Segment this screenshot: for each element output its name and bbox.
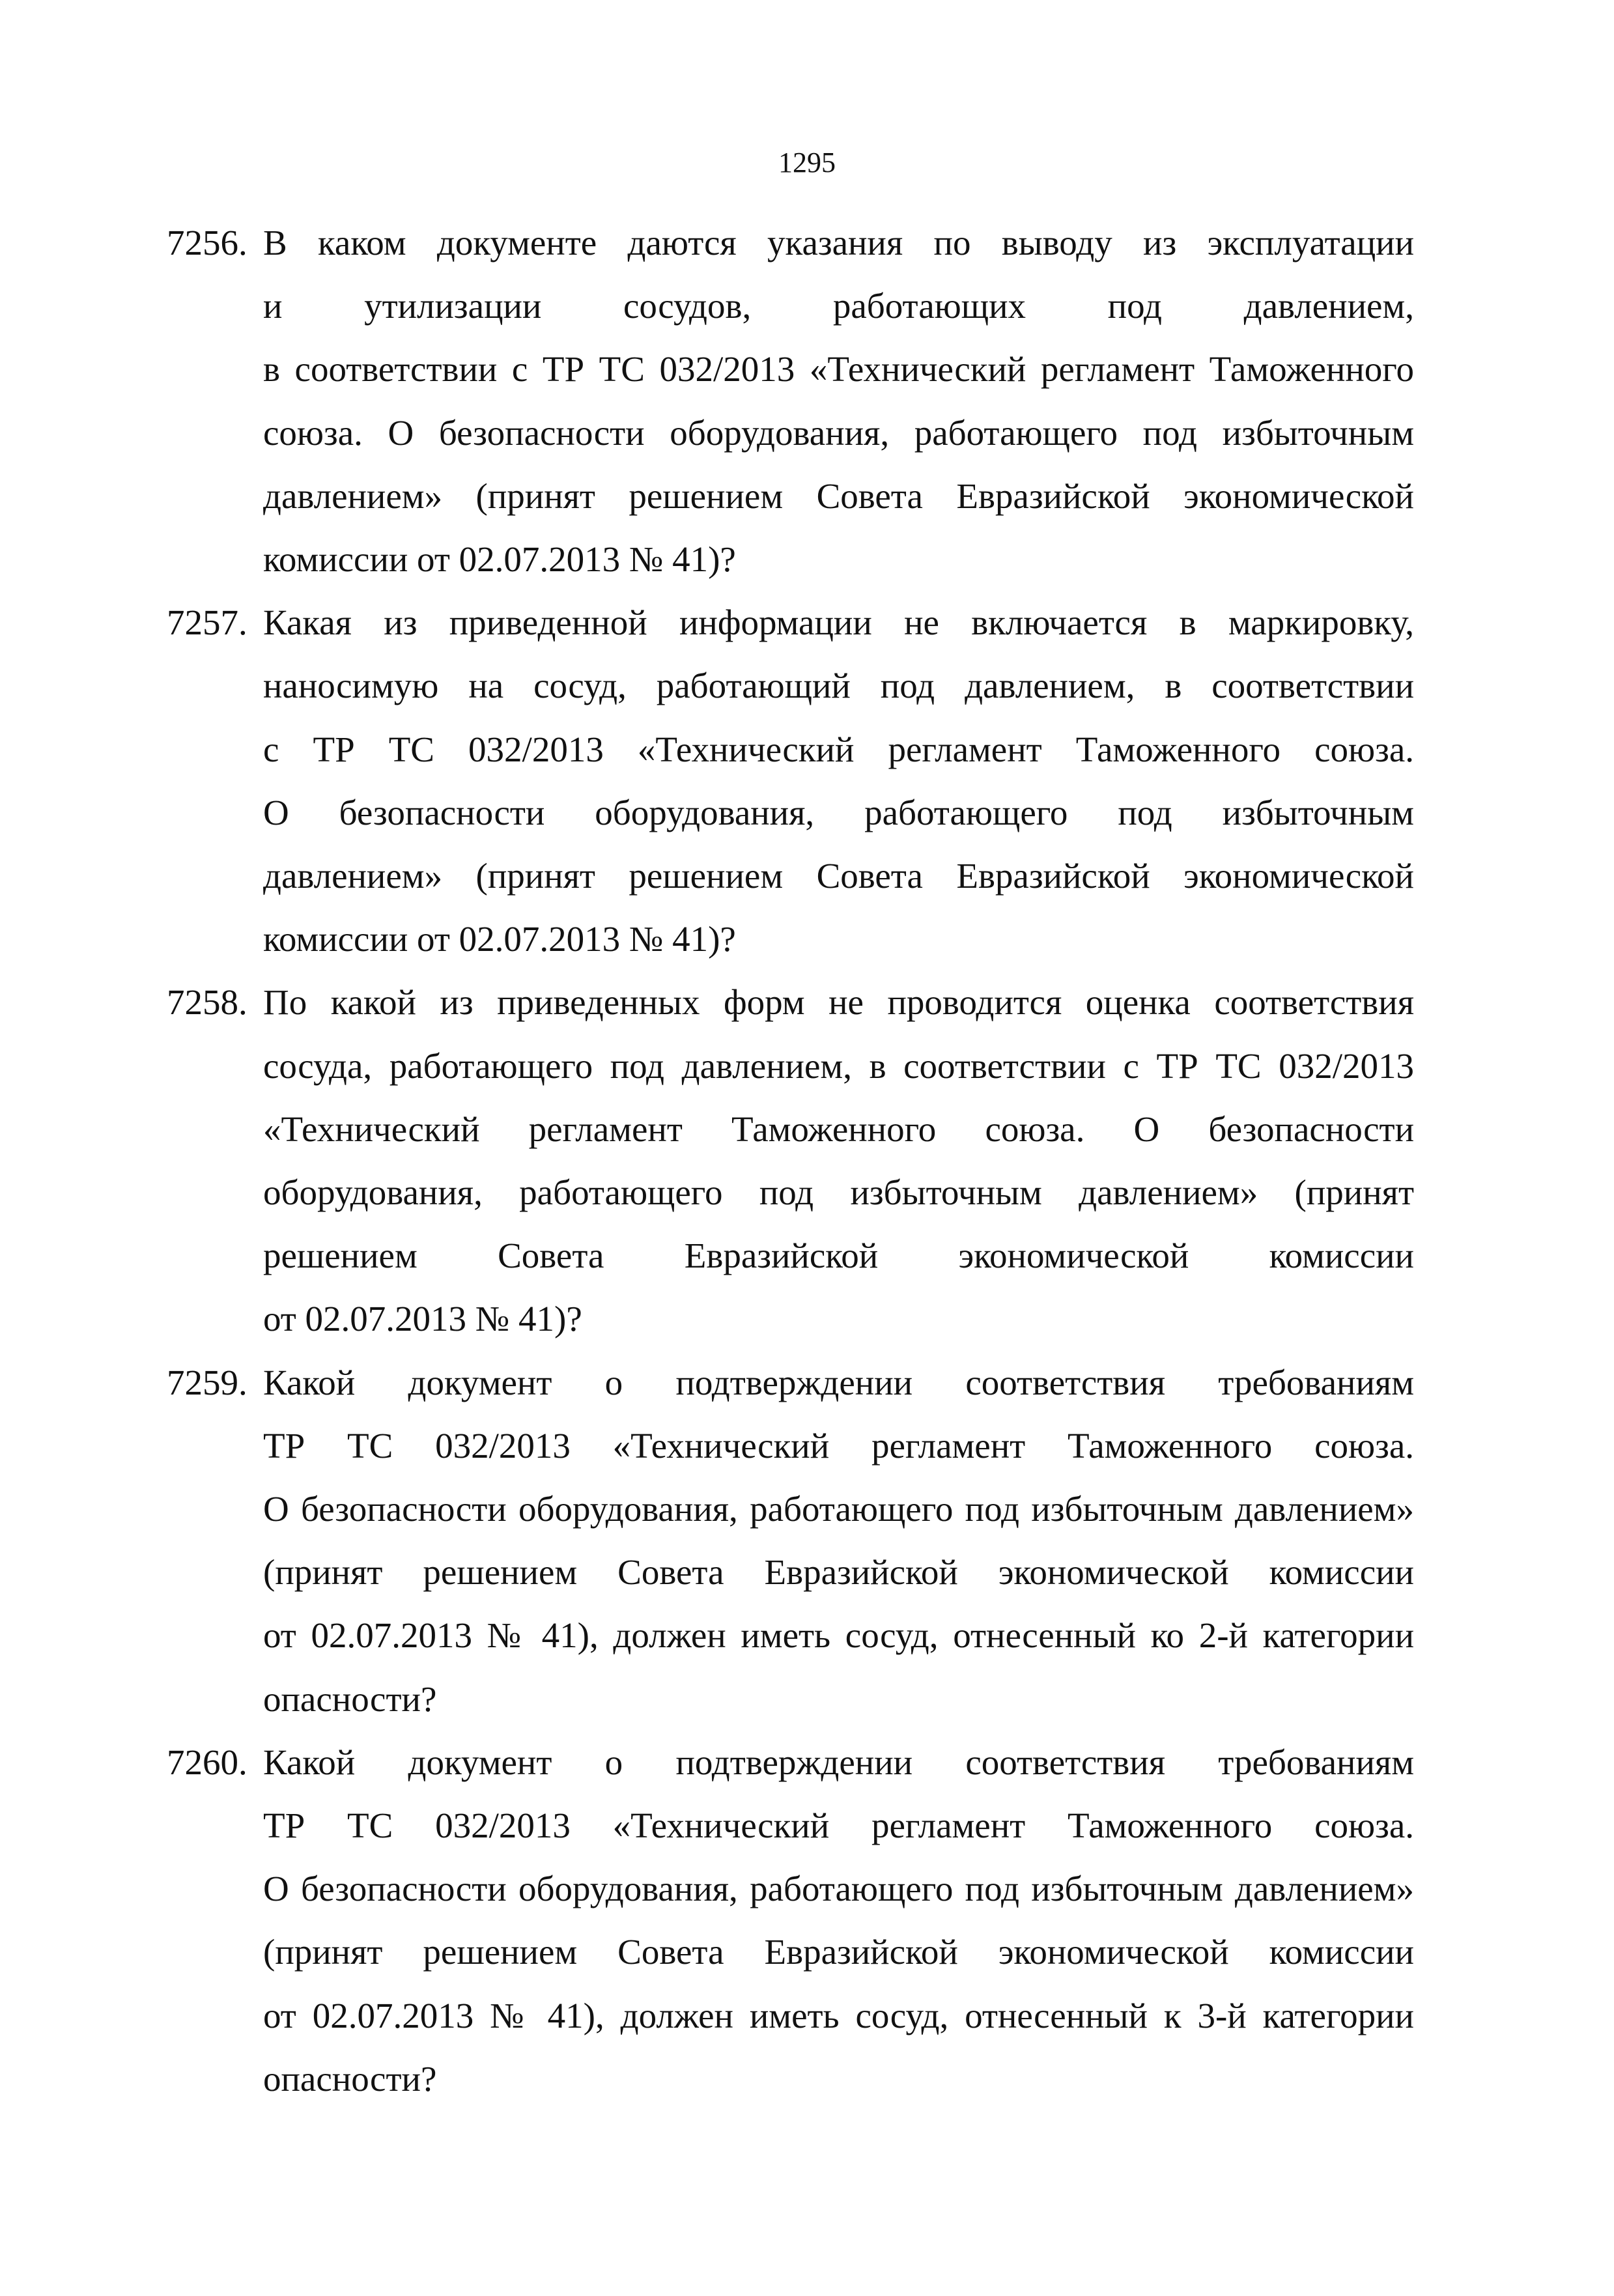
question-line: в соответствии с ТР ТС 032/2013 «Технический регламент Таможенного — [263, 349, 1414, 390]
question-number: 7256. — [167, 223, 248, 262]
question-7256 — [167, 211, 1414, 591]
question-text — [263, 1351, 1414, 1731]
question-line: и утилизации сосудов, работающих под давлением, — [263, 286, 1414, 326]
question-text — [263, 971, 1414, 1350]
question-line: Какой документ о подтверждении соответствия требованиям — [263, 1742, 1414, 1782]
question-line: комиссии от 02.07.2013 № 41)? — [263, 539, 736, 580]
question-line: давлением» (принят решением Совета Евразийской экономической — [263, 475, 1414, 516]
page-number: 1295 — [778, 147, 836, 178]
question-line: комиссии от 02.07.2013 № 41)? — [263, 919, 736, 959]
question-line: Какой документ о подтверждении соответствия требованиям — [263, 1362, 1414, 1402]
question-text — [263, 1731, 1414, 2110]
question-line: По какой из приведенных форм не проводится оценка соответствия — [263, 982, 1414, 1023]
question-line: О безопасности оборудования, работающего под избыточным давлением» — [263, 1489, 1414, 1529]
question-7258 — [167, 971, 1414, 1350]
question-7257 — [167, 591, 1414, 971]
question-number: 7258. — [167, 982, 248, 1023]
question-line: опасности? — [263, 1679, 437, 1719]
question-number: 7257. — [167, 602, 248, 643]
question-line: ТР ТС 032/2013 «Технический регламент Таможенного союза. — [263, 1425, 1414, 1466]
question-text — [263, 211, 1414, 591]
question-list — [167, 211, 1414, 2110]
question-line: (принят решением Совета Евразийской экономической комиссии — [263, 1552, 1414, 1593]
question-line: Какая из приведенной информации не включается в маркировку, — [263, 602, 1414, 643]
question-line: О безопасности оборудования, работающего под избыточным давлением» — [263, 1869, 1414, 1909]
question-line: от 02.07.2013 № 41), должен иметь сосуд, отнесенный ко 2-й категории — [263, 1615, 1414, 1656]
question-line: давлением» (принят решением Совета Евразийской экономической — [263, 856, 1414, 896]
question-text — [263, 591, 1414, 971]
question-line: В каком документе даются указания по выводу из эксплуатации — [263, 223, 1414, 262]
question-line: от 02.07.2013 № 41), должен иметь сосуд, отнесенный к 3-й категории — [263, 1995, 1414, 2035]
question-line: опасности? — [263, 2058, 437, 2099]
question-7259 — [167, 1351, 1414, 1731]
question-line: союза. О безопасности оборудования, работающего под избыточным — [263, 412, 1414, 453]
question-line: «Технический регламент Таможенного союза. О безопасности — [263, 1109, 1414, 1149]
question-line: наносимую на сосуд, работающий под давлением, в соответствии — [263, 666, 1414, 706]
question-line: (принят решением Совета Евразийской экономической комиссии — [263, 1932, 1414, 1972]
question-line: ТР ТС 032/2013 «Технический регламент Таможенного союза. — [263, 1806, 1414, 1846]
question-number: 7259. — [167, 1362, 248, 1402]
question-line: О безопасности оборудования, работающего под избыточным — [263, 792, 1414, 832]
question-line: оборудования, работающего под избыточным давлением» (принят — [263, 1172, 1414, 1213]
question-7260 — [167, 1731, 1414, 2110]
question-line: с ТР ТС 032/2013 «Технический регламент Таможенного союза. — [263, 729, 1414, 769]
question-line: сосуда, работающего под давлением, в соответствии с ТР ТС 032/2013 — [263, 1045, 1414, 1086]
question-number: 7260. — [167, 1742, 248, 1782]
question-line: от 02.07.2013 № 41)? — [263, 1299, 582, 1339]
question-line: решением Совета Евразийской экономической комиссии — [263, 1236, 1414, 1276]
